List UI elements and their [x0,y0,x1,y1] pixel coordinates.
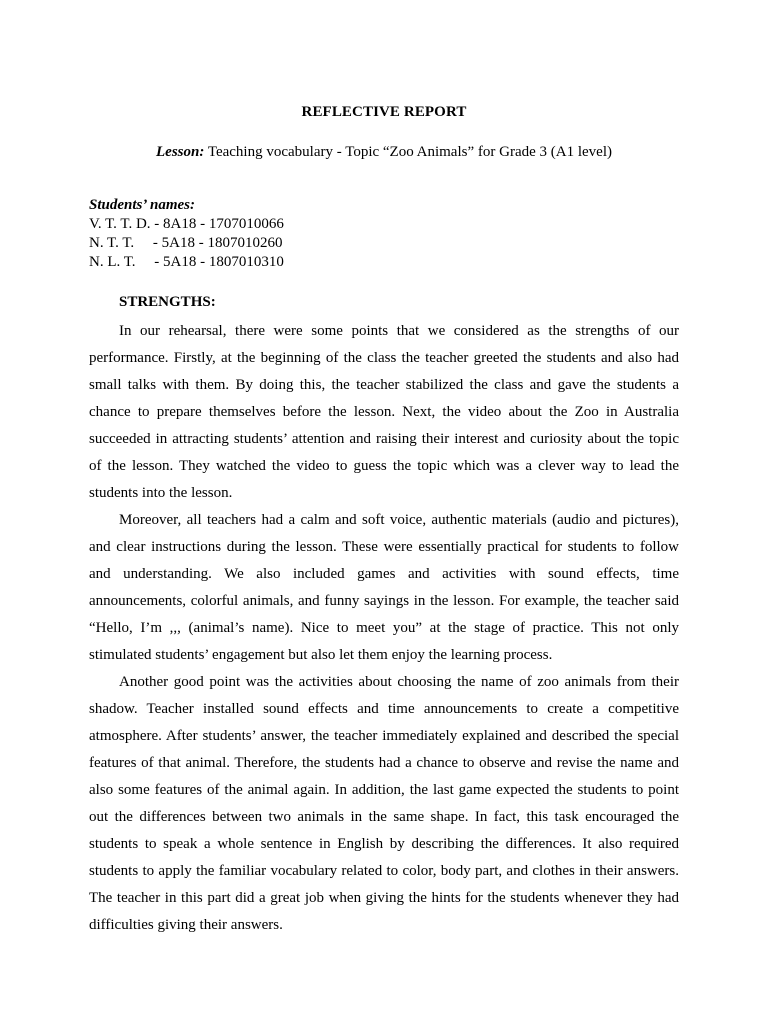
report-title: REFLECTIVE REPORT [301,104,467,120]
paragraph: Another good point was the activities about choosing the name of zoo animals from their shadow. Teacher installed sound effects and time announcements to create a competitive atmosphere. After students’ answer, the teacher immediately explained and described the special features of that animal. Therefore, the students had a chance to observe and revise the name and also some features of the animal again. In addition, the last game expected the students to point out the differences between two animals in the same shape. In fact, this task encouraged the students to speak a whole sentence in English by describing the differences. It also required students to apply the familiar vocabulary related to color, body part, and clothes in their answers. The teacher in this part did a great job when giving the hints for the students whenever they had difficulties giving their answers. [89,674,679,933]
students-block [89,196,284,272]
student-row: V. T. T. D. - 8A18 - 1707010066 [89,216,284,232]
lesson-label: Lesson: [156,144,205,160]
student-row: N. T. T. - 5A18 - 1807010260 [89,235,283,251]
lesson-line [0,144,768,161]
paragraph: In our rehearsal, there were some points that we considered as the strengths of our performance. Firstly, at the beginning of the class the teacher greeted the students and also had small talks with them. By doing this, the teacher stabilized the class and gave the students a chance to prepare themselves before the lesson. Next, the video about the Zoo in Australia succeeded in attracting students’ attention and raising their interest and curiosity about the topic of the lesson. They watched the video to guess the topic which was a clever way to lead the students into the lesson. [89,323,679,501]
students-heading: Students’ names: [89,197,195,213]
strengths-body [89,318,679,939]
student-row: N. L. T. - 5A18 - 1807010310 [89,254,284,270]
lesson-text: Teaching vocabulary - Topic “Zoo Animals” for Grade 3 (A1 level) [204,144,612,160]
paragraph: Moreover, all teachers had a calm and soft voice, authentic materials (audio and pictures), and clear instructions during the lesson. These were essentially practical for students to follow and understanding. We also included games and activities with sound effects, time announcements, colorful animals, and funny sayings in the lesson. For example, the teacher said “Hello, I’m ,,, (animal’s name). Nice to meet you” at the stage of practice. This not only stimulated students’ engagement but also let them enjoy the learning process. [89,512,679,663]
strengths-heading: STRENGTHS: [119,294,216,310]
